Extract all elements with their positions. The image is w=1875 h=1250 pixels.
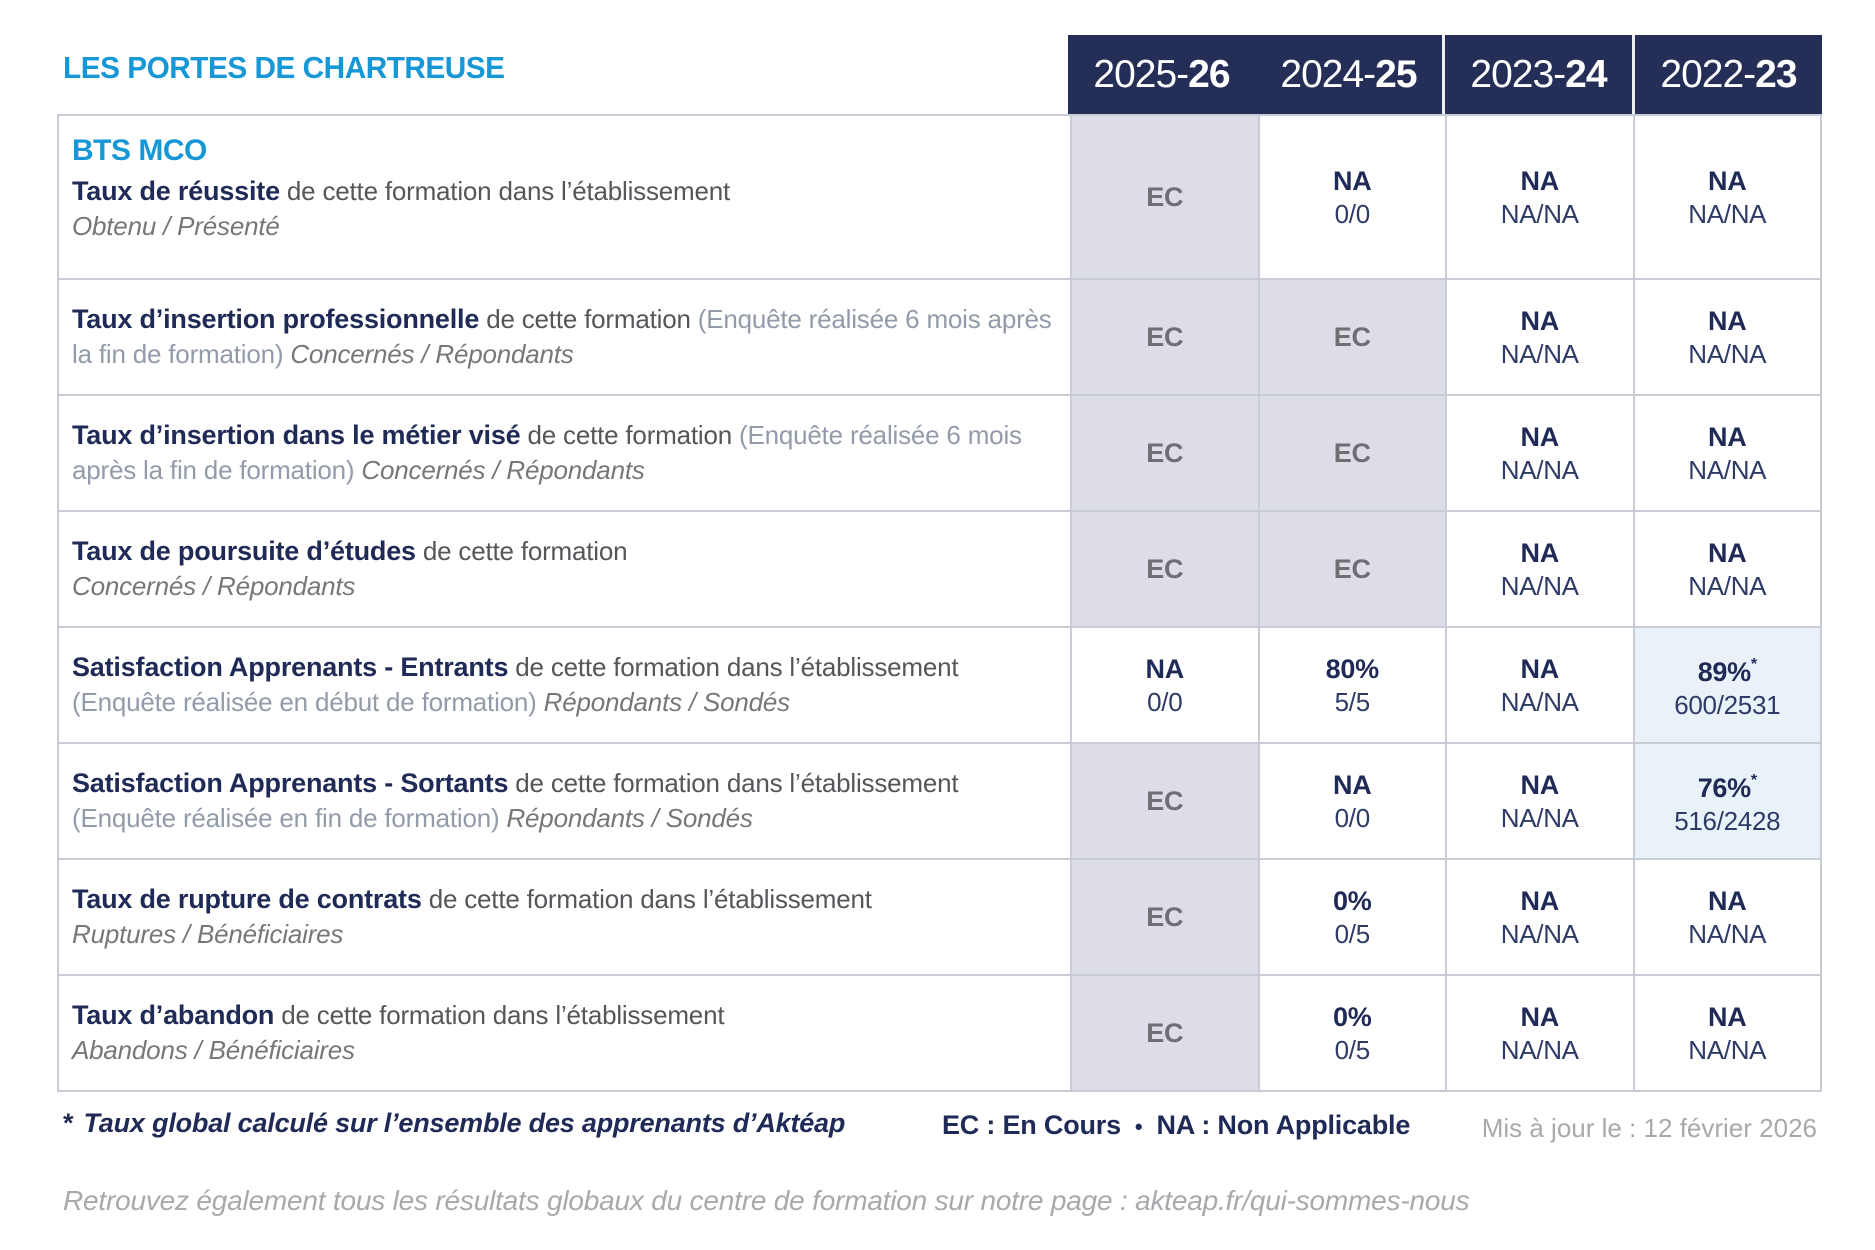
asterisk-superscript: * xyxy=(1750,655,1757,673)
row-label xyxy=(72,766,1056,836)
value-main: NA xyxy=(1520,769,1559,800)
value-cell xyxy=(1445,512,1633,626)
legend xyxy=(942,1110,1410,1141)
value-sub: NA/NA xyxy=(1688,198,1767,229)
value-main: EC xyxy=(1146,1017,1184,1048)
value-sub: NA/NA xyxy=(1500,570,1579,601)
row-label xyxy=(72,998,1056,1068)
label-segment: Taux d’abandon xyxy=(72,1000,275,1030)
label-segment: Ruptures / Bénéficiaires xyxy=(72,919,344,949)
row-label xyxy=(72,650,1056,720)
value-cell xyxy=(1445,976,1633,1090)
value-cell xyxy=(1258,628,1446,742)
value-main: NA xyxy=(1520,653,1559,684)
value-main: EC xyxy=(1333,437,1371,468)
value-sub: 0/5 xyxy=(1334,918,1370,949)
year-column-header xyxy=(1255,35,1442,114)
value-sub: NA/NA xyxy=(1500,918,1579,949)
value-main: NA xyxy=(1708,1001,1747,1032)
asterisk-symbol: * xyxy=(63,1108,74,1138)
value-main: NA xyxy=(1708,885,1747,916)
value-main: EC xyxy=(1146,785,1184,816)
year-prefix: 2023- xyxy=(1470,52,1566,96)
value-main: EC xyxy=(1146,901,1184,932)
legend-separator-dot: • xyxy=(1134,1114,1143,1139)
row-label xyxy=(72,174,1056,244)
value-main: 0% xyxy=(1333,885,1372,916)
footnote-star-text: Taux global calculé sur l’ensemble des apprenants d’Aktéap xyxy=(83,1108,846,1138)
label-segment: de cette formation xyxy=(479,304,698,334)
value-sub: NA/NA xyxy=(1500,338,1579,369)
footnote-star xyxy=(63,1108,845,1139)
label-segment: Taux d’insertion dans le métier visé xyxy=(72,420,521,450)
label-segment: Taux d’insertion professionnelle xyxy=(72,304,480,334)
value-main: NA xyxy=(1333,165,1372,196)
value-sub: NA/NA xyxy=(1500,454,1579,485)
value-cell xyxy=(1070,628,1258,742)
value-sub: NA/NA xyxy=(1688,1034,1767,1065)
label-segment: (Enquête réalisée 6 mois après la fin de formation) xyxy=(72,304,1052,369)
label-segment: Taux de poursuite d’études xyxy=(72,536,416,566)
value-main: EC xyxy=(1146,437,1184,468)
value-cell xyxy=(1258,396,1446,510)
value-cell xyxy=(1633,280,1821,394)
value-cell xyxy=(1070,744,1258,858)
updated-date: Mis à jour le : 12 février 2026 xyxy=(1481,1113,1817,1143)
year-bold: 24 xyxy=(1565,52,1607,96)
value-main: 80% xyxy=(1325,653,1379,684)
label-segment: Concernés / Répondants xyxy=(72,571,356,601)
table-row xyxy=(59,278,1820,394)
value-sub: NA/NA xyxy=(1500,802,1579,833)
value-cell xyxy=(1445,860,1633,974)
row-label xyxy=(72,418,1056,488)
value-sub: 5/5 xyxy=(1334,686,1370,717)
value-main: EC xyxy=(1333,553,1371,584)
value-sub: 0/0 xyxy=(1334,802,1370,833)
value-main: EC xyxy=(1146,553,1184,584)
value-main: NA xyxy=(1708,165,1747,196)
label-segment: de cette formation dans l’établissement xyxy=(421,884,872,914)
results-table xyxy=(57,114,1822,1092)
year-bold: 26 xyxy=(1188,52,1230,96)
year-header xyxy=(1068,35,1822,114)
value-main: NA xyxy=(1708,421,1747,452)
table-row xyxy=(59,116,1820,278)
legend-na: NA : Non Applicable xyxy=(1156,1110,1411,1140)
value-sub: 0/0 xyxy=(1334,198,1370,229)
value-cell xyxy=(1258,744,1446,858)
label-segment: de cette formation dans l’établissement xyxy=(508,768,959,798)
value-cell xyxy=(1633,976,1821,1090)
year-bold: 25 xyxy=(1375,52,1417,96)
value-main: NA xyxy=(1520,305,1559,336)
value-main: 76%* xyxy=(1697,771,1757,803)
value-main: NA xyxy=(1520,537,1559,568)
value-main: NA xyxy=(1520,885,1559,916)
value-main: EC xyxy=(1333,321,1371,352)
year-column-header xyxy=(1632,35,1822,114)
year-prefix: 2025- xyxy=(1093,52,1189,96)
row-label-cell xyxy=(59,280,1070,394)
label-segment: de cette formation xyxy=(520,420,740,450)
value-main: EC xyxy=(1146,181,1184,212)
value-sub: 0/5 xyxy=(1334,1034,1370,1065)
year-column-header xyxy=(1442,35,1632,114)
year-prefix: 2024- xyxy=(1280,52,1376,96)
row-label-cell xyxy=(59,628,1070,742)
value-cell xyxy=(1633,116,1821,278)
value-cell xyxy=(1070,976,1258,1090)
value-cell xyxy=(1070,860,1258,974)
value-sub: NA/NA xyxy=(1688,454,1767,485)
value-cell xyxy=(1633,512,1821,626)
year-bold: 23 xyxy=(1755,52,1797,96)
page-title: LES PORTES DE CHARTREUSE xyxy=(63,50,505,85)
value-sub: 0/0 xyxy=(1147,686,1183,717)
label-segment: Concernés / Répondants xyxy=(361,455,645,485)
label-segment: Satisfaction Apprenants - Entrants xyxy=(72,652,509,682)
value-main: NA xyxy=(1333,769,1372,800)
label-segment: Concernés / Répondants xyxy=(290,339,574,369)
label-segment: Répondants / Sondés xyxy=(543,687,790,717)
row-label-cell xyxy=(59,976,1070,1090)
value-cell xyxy=(1258,512,1446,626)
value-main: EC xyxy=(1146,321,1184,352)
value-main: 89%* xyxy=(1697,655,1757,687)
value-cell xyxy=(1070,512,1258,626)
label-segment: Satisfaction Apprenants - Sortants xyxy=(72,768,509,798)
value-sub: NA/NA xyxy=(1688,570,1767,601)
value-cell xyxy=(1633,628,1821,742)
value-cell xyxy=(1445,628,1633,742)
value-cell xyxy=(1258,860,1446,974)
value-sub: 516/2428 xyxy=(1674,805,1781,836)
value-cell xyxy=(1633,744,1821,858)
row-label-cell xyxy=(59,860,1070,974)
label-segment: de cette formation dans l’établissement xyxy=(274,1000,725,1030)
value-cell xyxy=(1445,116,1633,278)
table-row xyxy=(59,394,1820,510)
value-cell xyxy=(1445,280,1633,394)
label-segment: (Enquête réalisée en début de formation) xyxy=(72,687,544,717)
table-row xyxy=(59,974,1820,1090)
table-row xyxy=(59,626,1820,742)
label-segment: de cette formation xyxy=(415,536,628,566)
row-label xyxy=(72,302,1056,372)
value-sub: NA/NA xyxy=(1500,198,1579,229)
row-label-cell xyxy=(59,744,1070,858)
label-segment: de cette formation dans l’établissement xyxy=(279,176,731,206)
value-cell xyxy=(1258,976,1446,1090)
value-cell xyxy=(1070,280,1258,394)
row-label xyxy=(72,882,1056,952)
value-main: 0% xyxy=(1333,1001,1372,1032)
value-cell xyxy=(1258,116,1446,278)
bottom-note: Retrouvez également tous les résultats globaux du centre de formation sur notre page : akteap.fr/qui-sommes-nous xyxy=(63,1185,1470,1216)
value-main: NA xyxy=(1520,165,1559,196)
value-main: NA xyxy=(1520,1001,1559,1032)
label-segment: Répondants / Sondés xyxy=(506,803,753,833)
value-cell xyxy=(1258,280,1446,394)
row-label-cell xyxy=(59,512,1070,626)
label-segment: Taux de réussite xyxy=(72,176,280,206)
program-title: BTS MCO xyxy=(72,134,207,167)
row-label xyxy=(72,534,1056,604)
value-cell xyxy=(1070,396,1258,510)
year-prefix: 2022- xyxy=(1660,52,1756,96)
value-main: NA xyxy=(1145,653,1184,684)
legend-ec: EC : En Cours xyxy=(942,1110,1121,1140)
label-segment: de cette formation dans l’établissement xyxy=(508,652,959,682)
table-row xyxy=(59,858,1820,974)
label-segment: Obtenu / Présenté xyxy=(72,211,280,241)
value-main: NA xyxy=(1708,537,1747,568)
value-sub: NA/NA xyxy=(1688,918,1767,949)
table-row xyxy=(59,742,1820,858)
value-sub: 600/2531 xyxy=(1674,689,1781,720)
value-sub: NA/NA xyxy=(1688,338,1767,369)
value-cell xyxy=(1445,744,1633,858)
label-segment: Abandons / Bénéficiaires xyxy=(72,1035,355,1065)
table-row xyxy=(59,510,1820,626)
row-label-cell xyxy=(59,396,1070,510)
year-column-header xyxy=(1068,35,1255,114)
row-label-cell xyxy=(59,116,1070,278)
value-main: NA xyxy=(1708,305,1747,336)
value-cell xyxy=(1445,396,1633,510)
label-segment: (Enquête réalisée 6 mois après la fin de formation) xyxy=(72,420,1022,485)
value-sub: NA/NA xyxy=(1500,686,1579,717)
value-cell xyxy=(1633,396,1821,510)
label-segment: (Enquête réalisée en fin de formation) xyxy=(72,803,507,833)
value-cell xyxy=(1070,116,1258,278)
value-cell xyxy=(1633,860,1821,974)
value-main: NA xyxy=(1520,421,1559,452)
value-sub: NA/NA xyxy=(1500,1034,1579,1065)
label-segment: Taux de rupture de contrats xyxy=(72,884,422,914)
asterisk-superscript: * xyxy=(1750,771,1757,789)
